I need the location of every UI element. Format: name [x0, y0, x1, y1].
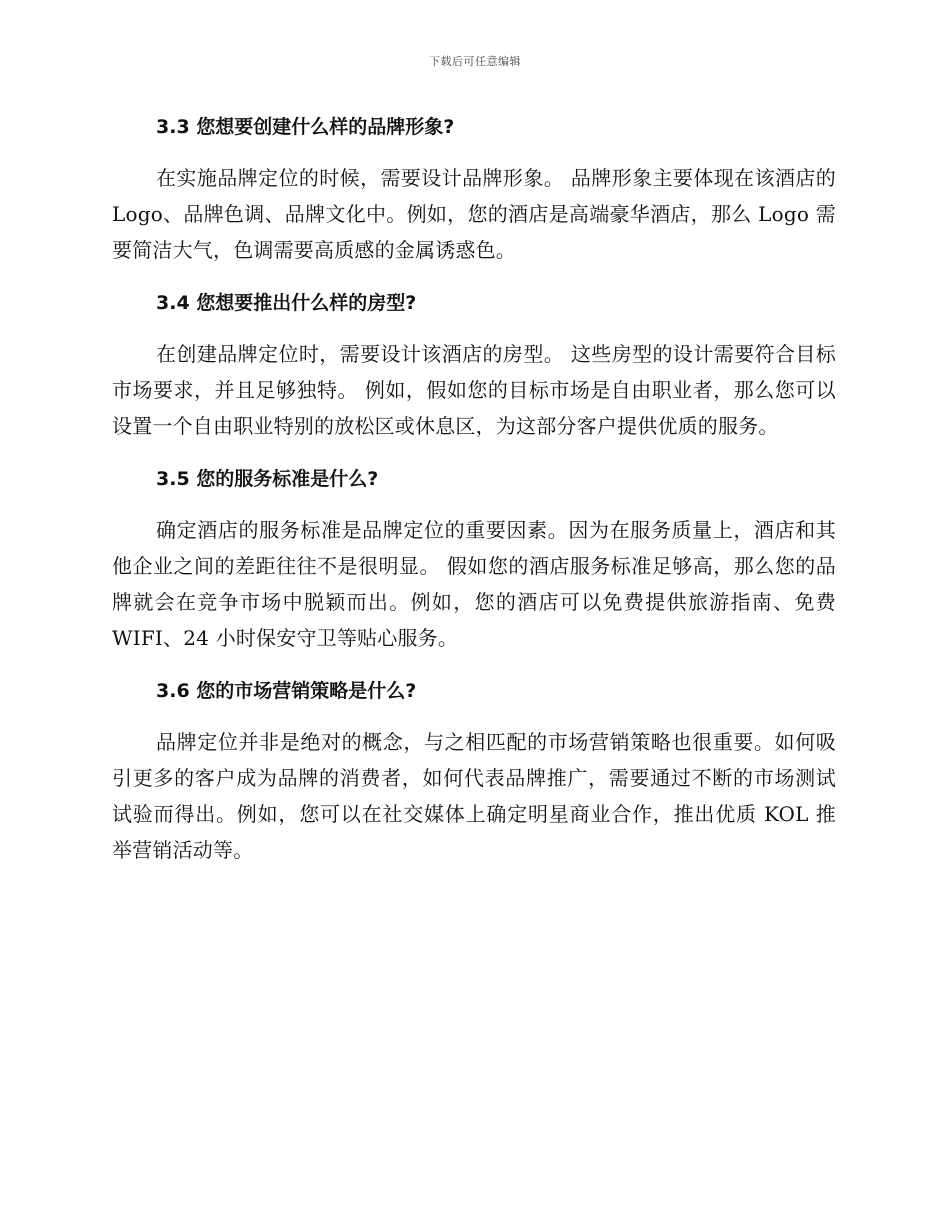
- section-paragraph: 在创建品牌定位时，需要设计该酒店的房型。 这些房型的设计需要符合目标市场要求，并且足够独特。 例如，假如您的目标市场是自由职业者，那么您可以设置一个自由职业特别的放松区或休息区，为这部分客户提供优质的服务。: [112, 342, 836, 438]
- document-body: [112, 112, 836, 888]
- section-heading: 3.4 您想要推出什么样的房型?: [156, 292, 417, 314]
- section-3-4: [112, 288, 836, 444]
- section-paragraph: 在实施品牌定位的时候，需要设计品牌形象。 品牌形象主要体现在该酒店的 Logo、品牌色调、品牌文化中。例如，您的酒店是高端豪华酒店，那么 Logo 需要简洁大气，色调需要高质感的金属诱惑色。: [112, 166, 836, 262]
- section-heading: 3.3 您想要创建什么样的品牌形象?: [156, 116, 455, 138]
- section-heading: 3.6 您的市场营销策略是什么?: [156, 680, 417, 702]
- section-3-6: [112, 676, 836, 868]
- section-heading: 3.5 您的服务标准是什么?: [156, 468, 379, 490]
- section-3-5: [112, 464, 836, 656]
- section-paragraph: 确定酒店的服务标准是品牌定位的重要因素。因为在服务质量上，酒店和其他企业之间的差距往往不是很明显。 假如您的酒店服务标准足够高，那么您的品牌就会在竞争市场中脱颖而出。例如，您的酒店可以免费提供旅游指南、免费 WIFI、24 小时保安守卫等贴心服务。: [112, 518, 836, 650]
- section-3-3: [112, 112, 836, 268]
- section-paragraph: 品牌定位并非是绝对的概念，与之相匹配的市场营销策略也很重要。如何吸引更多的客户成为品牌的消费者，如何代表品牌推广，需要通过不断的市场测试试验而得出。例如，您可以在社交媒体上确定明星商业合作，推出优质 KOL 推举营销活动等。: [112, 730, 836, 862]
- page-header: 下载后可任意编辑: [429, 55, 521, 68]
